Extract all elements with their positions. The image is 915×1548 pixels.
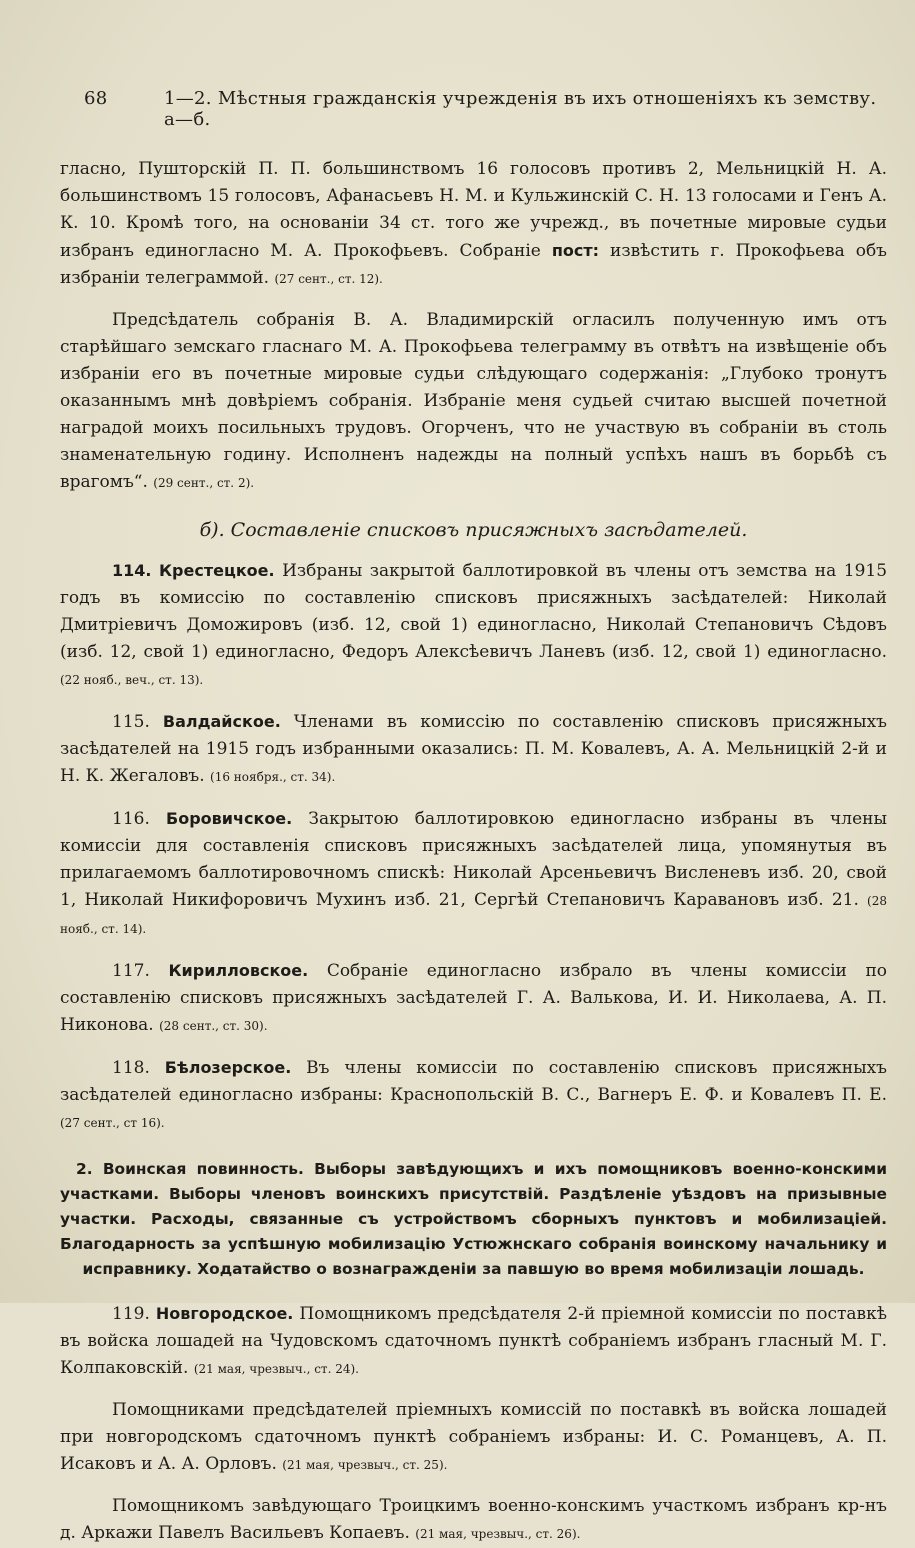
paragraph-text: Предсѣдатель собранія В. А. Владимирскій огласилъ полученную имъ отъ старѣйшаго земскаго гласнаго М. А. Прокофьева телеграмму въ отвѣтъ на извѣщеніе объ избраніи его въ почетные мировые судьи слѣдующаго содержанія: „Глубоко тронутъ оказаннымъ мнѣ довѣріемъ собранія. Избраніе меня судьей считаю высшей почетной наградой моихъ посильныхъ трудовъ. Огорченъ, что не участвую въ собраніи въ столь знаменательную годину. Исполненъ надежды на полный успѣхъ нашъ въ борьбѣ съ врагомъ“. <box>60 310 887 492</box>
paragraph-text: Помощниками предсѣдателей пріемныхъ комиссій по поставкѣ въ войска лошадей при новгородскомъ сдаточномъ пунктѣ собраніемъ избраны: И. С. Романцевъ, А. П. Исаковъ и А. А. Орловъ. <box>60 1400 887 1474</box>
entry-text: Собраніе единогласно избрало въ члены комиссіи по составленію списковъ присяжныхъ засѣдателей Г. А. Валькова, И. И. Николаева, А. П. Никонова. <box>60 961 888 1035</box>
running-header <box>60 88 887 130</box>
entry-number: 117. <box>112 961 150 981</box>
reference: (21 мая, чрезвыч., ст. 26). <box>415 1527 581 1541</box>
reference: (28 нояб., ст. 14). <box>60 894 887 936</box>
paragraph-text: Помощникомъ завѣдующаго Троицкимъ военно-конскимъ участкомъ избранъ кр-нъ д. Аркажи Павелъ Васильевъ Копаевъ. <box>60 1496 887 1543</box>
entry-118 <box>60 1054 887 1137</box>
entry-number: 115. <box>112 712 150 732</box>
entry-number: 119. <box>112 1304 150 1324</box>
entry-119 <box>60 1300 887 1383</box>
entry-number: 114. <box>112 561 152 580</box>
reference: (27 сент., ст. 12). <box>274 272 383 286</box>
entry-number: 116. <box>112 809 150 829</box>
zemstvo-name: Бѣлозерское. <box>164 1058 292 1077</box>
entry-text: Въ члены комиссіи по составленію списковъ присяжныхъ засѣдателей единогласно избраны: Краснопольскій В. С., Вагнеръ Е. Ф. и Ковалевъ П. Е. <box>60 1058 888 1105</box>
paragraph-text: гласно, Пушторскій П. П. большинствомъ 16 голосовъ противъ 2, Мельницкій Н. А. большинствомъ 15 голосовъ, Афанасьевъ Н. М. и Кульжинскій С. Н. 13 голосами и Генъ А. К. 10. Кромѣ того, на основаніи 34 ст. того же учрежд., въ почетные мировые судьи избранъ единогласно М. А. Прокофьевъ. Собраніе <box>60 159 887 261</box>
subsection-heading: б). Составленіе списковъ присяжныхъ засѣдателей. <box>199 519 748 541</box>
entry-text: Членами въ комиссію по составленію списковъ присяжныхъ засѣдателей на 1915 годъ избранными оказались: П. М. Ковалевъ, А. А. Мельницкій 2-й и Н. К. Жегаловъ. <box>60 712 887 786</box>
paragraph-continued <box>60 156 887 293</box>
section-heading: 2. Воинская повинность. Выборы завѣдующихъ и ихъ помощниковъ военно-конскими участками. Выборы членовъ воинскихъ присутствій. Раздѣленіе уѣздовъ на призывные участки. Расходы, связанные съ устройствомъ сборныхъ пунктовъ и мобилизаціей. Благодарность за успѣшную мобилизацію Устюжнскаго собранія воинскому начальнику и исправнику. Ходатайство о вознагражденіи за павшую во время мобилизаціи лошадь. <box>60 1160 887 1278</box>
entry-text: Помощникомъ предсѣдателя 2-й пріемной комиссіи по поставкѣ въ войска лошадей на Чудовскомъ сдаточномъ пунктѣ собраніемъ избранъ гласный М. Г. Колпаковскій. <box>60 1304 887 1378</box>
entry-text: Избраны закрытой баллотировкой въ члены отъ земства на 1915 годъ въ комиссію по составленію списковъ присяжныхъ засѣдателей: Николай Дмитріевичъ Доможировъ (изб. 12, свой 1) единогласно, Николай Степановичъ Сѣдовъ (изб. 12, свой 1) единогласно, Федоръ Алексѣевичъ Ланевъ (изб. 12, свой 1) единогласно. <box>60 561 888 662</box>
zemstvo-name: Кирилловское. <box>168 961 309 980</box>
entry-number: 118. <box>112 1058 150 1078</box>
reference: (22 нояб., веч., ст. 13). <box>60 673 204 687</box>
page-number: 68 <box>84 88 108 109</box>
paragraph-telegram <box>60 307 887 497</box>
reference: (27 сент., ст 16). <box>60 1116 165 1130</box>
entry-115 <box>60 708 887 791</box>
zemstvo-name: Новгородское. <box>155 1304 294 1323</box>
zemstvo-name: Крестецкое. <box>158 561 275 580</box>
entry-text: Закрытою баллотировкою единогласно избраны въ члены комиссіи для составленія списковъ присяжныхъ засѣдателей лица, упомянутыя въ прилагаемомъ баллотировочномъ спискѣ: Николай Арсеньевичъ Висленевъ изб. 20, свой 1, Николай Никифоровичъ Мухинъ изб. 21, Сергѣй Степановичъ Каравановъ изб. 21. <box>60 809 887 910</box>
zemstvo-name: Валдайское. <box>162 712 281 731</box>
entry-114 <box>60 557 887 694</box>
entry-117 <box>60 957 887 1040</box>
entry-116 <box>60 805 887 943</box>
reference: (28 сент., ст. 30). <box>159 1019 268 1033</box>
reference: (21 мая, чрезвыч., ст. 25). <box>282 1458 448 1472</box>
reference: (21 мая, чрезвыч., ст. 24). <box>193 1362 359 1376</box>
reference: (29 сент., ст. 2). <box>153 476 255 490</box>
paragraph-troitsky <box>60 1493 887 1548</box>
reference: (16 ноября., ст. 34). <box>210 770 336 784</box>
paragraph-assistants <box>60 1397 887 1479</box>
resolution-label: пост: <box>551 241 600 260</box>
zemstvo-name: Боровичское. <box>166 809 293 828</box>
running-title: 1—2. Мѣстныя гражданскія учрежденія въ ихъ отношеніяхъ къ земству. а—б. <box>164 88 877 130</box>
paragraph-tail: извѣстить г. Прокофьева объ избраніи телеграммой. <box>60 241 887 288</box>
